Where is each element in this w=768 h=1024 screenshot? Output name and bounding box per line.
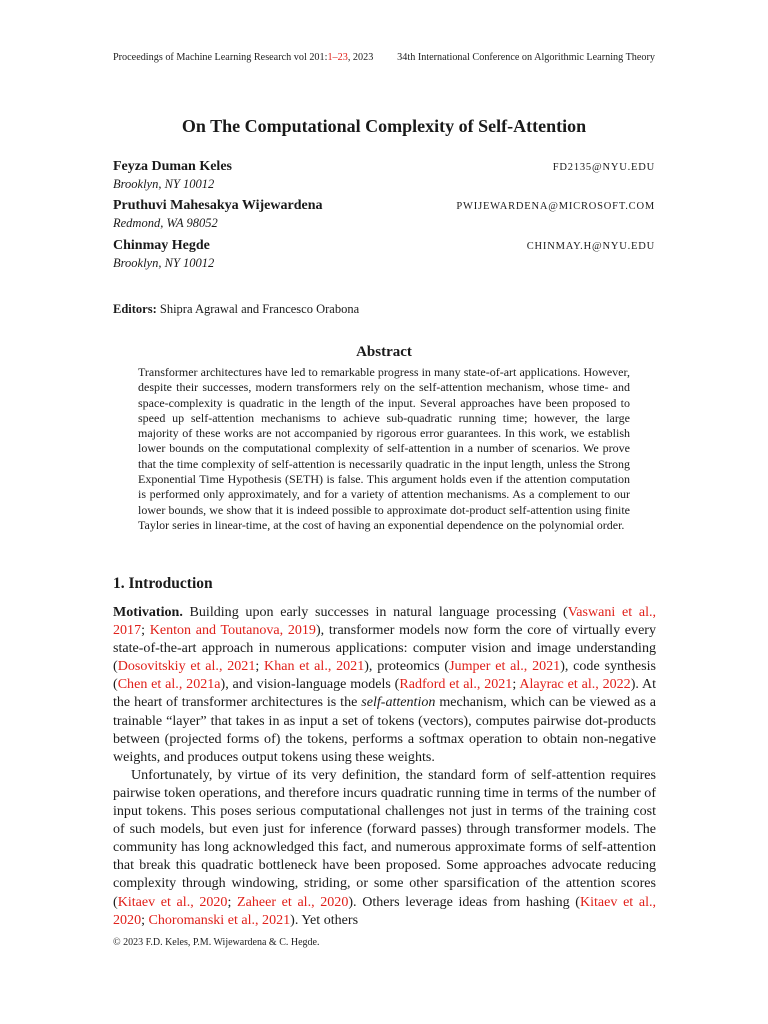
paragraph-unfortunately: Unfortunately, by virtue of its very definition, the standard form of self-attention requires pairwise token operations, and therefore incurs quadratic running time in terms of the number of input tokens. This poses serious computational challenges not just in terms of the training cost of such models, but even just for inference (forward passes) through transformer models. The community has long acknowledged this fact, and numerous approximate forms of self-attention that break this quadratic bottleneck have been proposed. Some approaches advocate reducing complexity through windowing, striding, or some other sparsification of the attention scores (Kitaev et al., 2020; Zaheer et al., 2020). Others leverage ideas from hashing (Kitaev et al., 2020; Choromanski et al., 2021). Yet others <box>113 766 657 928</box>
running-header <box>113 52 655 63</box>
citation-link[interactable]: Dosovitskiy et al., 2021 <box>117 658 256 675</box>
header-right: 34th International Conference on Algorithmic Learning Theory <box>397 52 655 63</box>
citation-link[interactable]: Jumper et al., 2021 <box>449 658 561 675</box>
citation-link[interactable]: Zaheer et al., 2020 <box>237 893 349 910</box>
citation-link[interactable]: Alayrac et al., 2022 <box>519 676 631 693</box>
author-address: Brooklyn, NY 10012 <box>113 177 215 191</box>
abstract-heading: Abstract <box>356 344 412 360</box>
runin-heading: Motivation. <box>113 604 183 620</box>
abstract-text: Transformer architectures have led to remarkable progress in many state-of-art applications. However, despite their successes, modern transformers rely on the self-attention mechanism, whose time- and space-complexity is quadratic in the length of the input. Several approaches have been proposed to speed up self-attention mechanisms to achieve sub-quadratic running time; however, the large majority of these works are not accompanied by rigorous error guarantees. In this work, we establish lower bounds on the computational complexity of self-attention in a number of scenarios. We prove that the time complexity of self-attention is necessarily quadratic in the input length, unless the Strong Exponential Time Hypothesis (SETH) is false. This argument holds even if the attention computation is performed only approximately, and for a variety of attention mechanisms. As a complement to our lower bounds, we show that it is indeed possible to approximate dot-product self-attention using finite Taylor series in linear-time, at the cost of having an exponential dependence on the polynomial order. <box>138 365 630 532</box>
editors-names: Shipra Agrawal and Francesco Orabona <box>156 302 360 316</box>
author-email[interactable]: PWIJEWARDENA@MICROSOFT.COM <box>456 201 655 212</box>
author-email[interactable]: CHINMAY.H@NYU.EDU <box>526 241 655 252</box>
citation-link[interactable]: Khan et al., 2021 <box>264 658 365 675</box>
copyright-footer: © 2023 F.D. Keles, P.M. Wijewardena & C. Hegde. <box>113 937 320 948</box>
citation-link[interactable]: Kitaev et al., 2020 <box>113 893 657 928</box>
section-heading-introduction: 1. Introduction <box>113 575 213 592</box>
editors-line <box>113 302 359 317</box>
citation-link[interactable]: Kitaev et al., 2020 <box>117 893 228 910</box>
citation-link[interactable]: Choromanski et al., 2021 <box>148 911 291 928</box>
paper-title: On The Computational Complexity of Self-Attention <box>181 116 587 136</box>
body-text <box>113 603 656 929</box>
author-email[interactable]: FD2135@NYU.EDU <box>552 162 655 173</box>
citation-link[interactable]: Chen et al., 2021a <box>117 676 221 693</box>
paragraph-motivation: Motivation. Building upon early successes in natural language processing (Vaswani et al., 2017; Kenton and Toutanova, 2019), transformer models now form the core of virtually every state-of-the-art approach in numerous applications: computer vision and image understanding (Dosovitskiy et al., 2021; Khan et al., 2021), proteomics (Jumper et al., 2021), code synthesis (Chen et al., 2021a), and vision-language models (Radford et al., 2021; Alayrac et al., 2022). At the heart of transformer architectures is the self-attention mechanism, which can be viewed as a trainable “layer” that takes in as input a set of tokens (vectors), computes pairwise dot-products between (projected forms of) the tokens, performs a softmax operation to obtain non-negative weights, and produces output tokens using these weights. <box>113 604 657 765</box>
author-block-1 <box>113 159 655 192</box>
author-block-2 <box>113 198 655 231</box>
citation-link[interactable]: Radford et al., 2021 <box>399 676 513 693</box>
page-range-link[interactable]: 1–23 <box>327 52 348 63</box>
editors-label: Editors: <box>113 302 157 316</box>
emphasis-self-attention: self-attention <box>361 694 436 711</box>
author-block-3 <box>113 238 655 271</box>
citation-link[interactable]: Kenton and Toutanova, 2019 <box>149 622 316 639</box>
header-left: Proceedings of Machine Learning Research vol 201:1–23, 2023 <box>113 52 374 63</box>
author-address: Brooklyn, NY 10012 <box>113 256 215 270</box>
author-name: Feyza Duman Keles <box>113 159 232 174</box>
citation-link[interactable]: Vaswani et al., 2017 <box>113 604 656 639</box>
author-name: Chinmay Hegde <box>113 238 210 253</box>
author-address: Redmond, WA 98052 <box>113 216 218 230</box>
author-name: Pruthuvi Mahesakya Wijewardena <box>113 198 323 213</box>
